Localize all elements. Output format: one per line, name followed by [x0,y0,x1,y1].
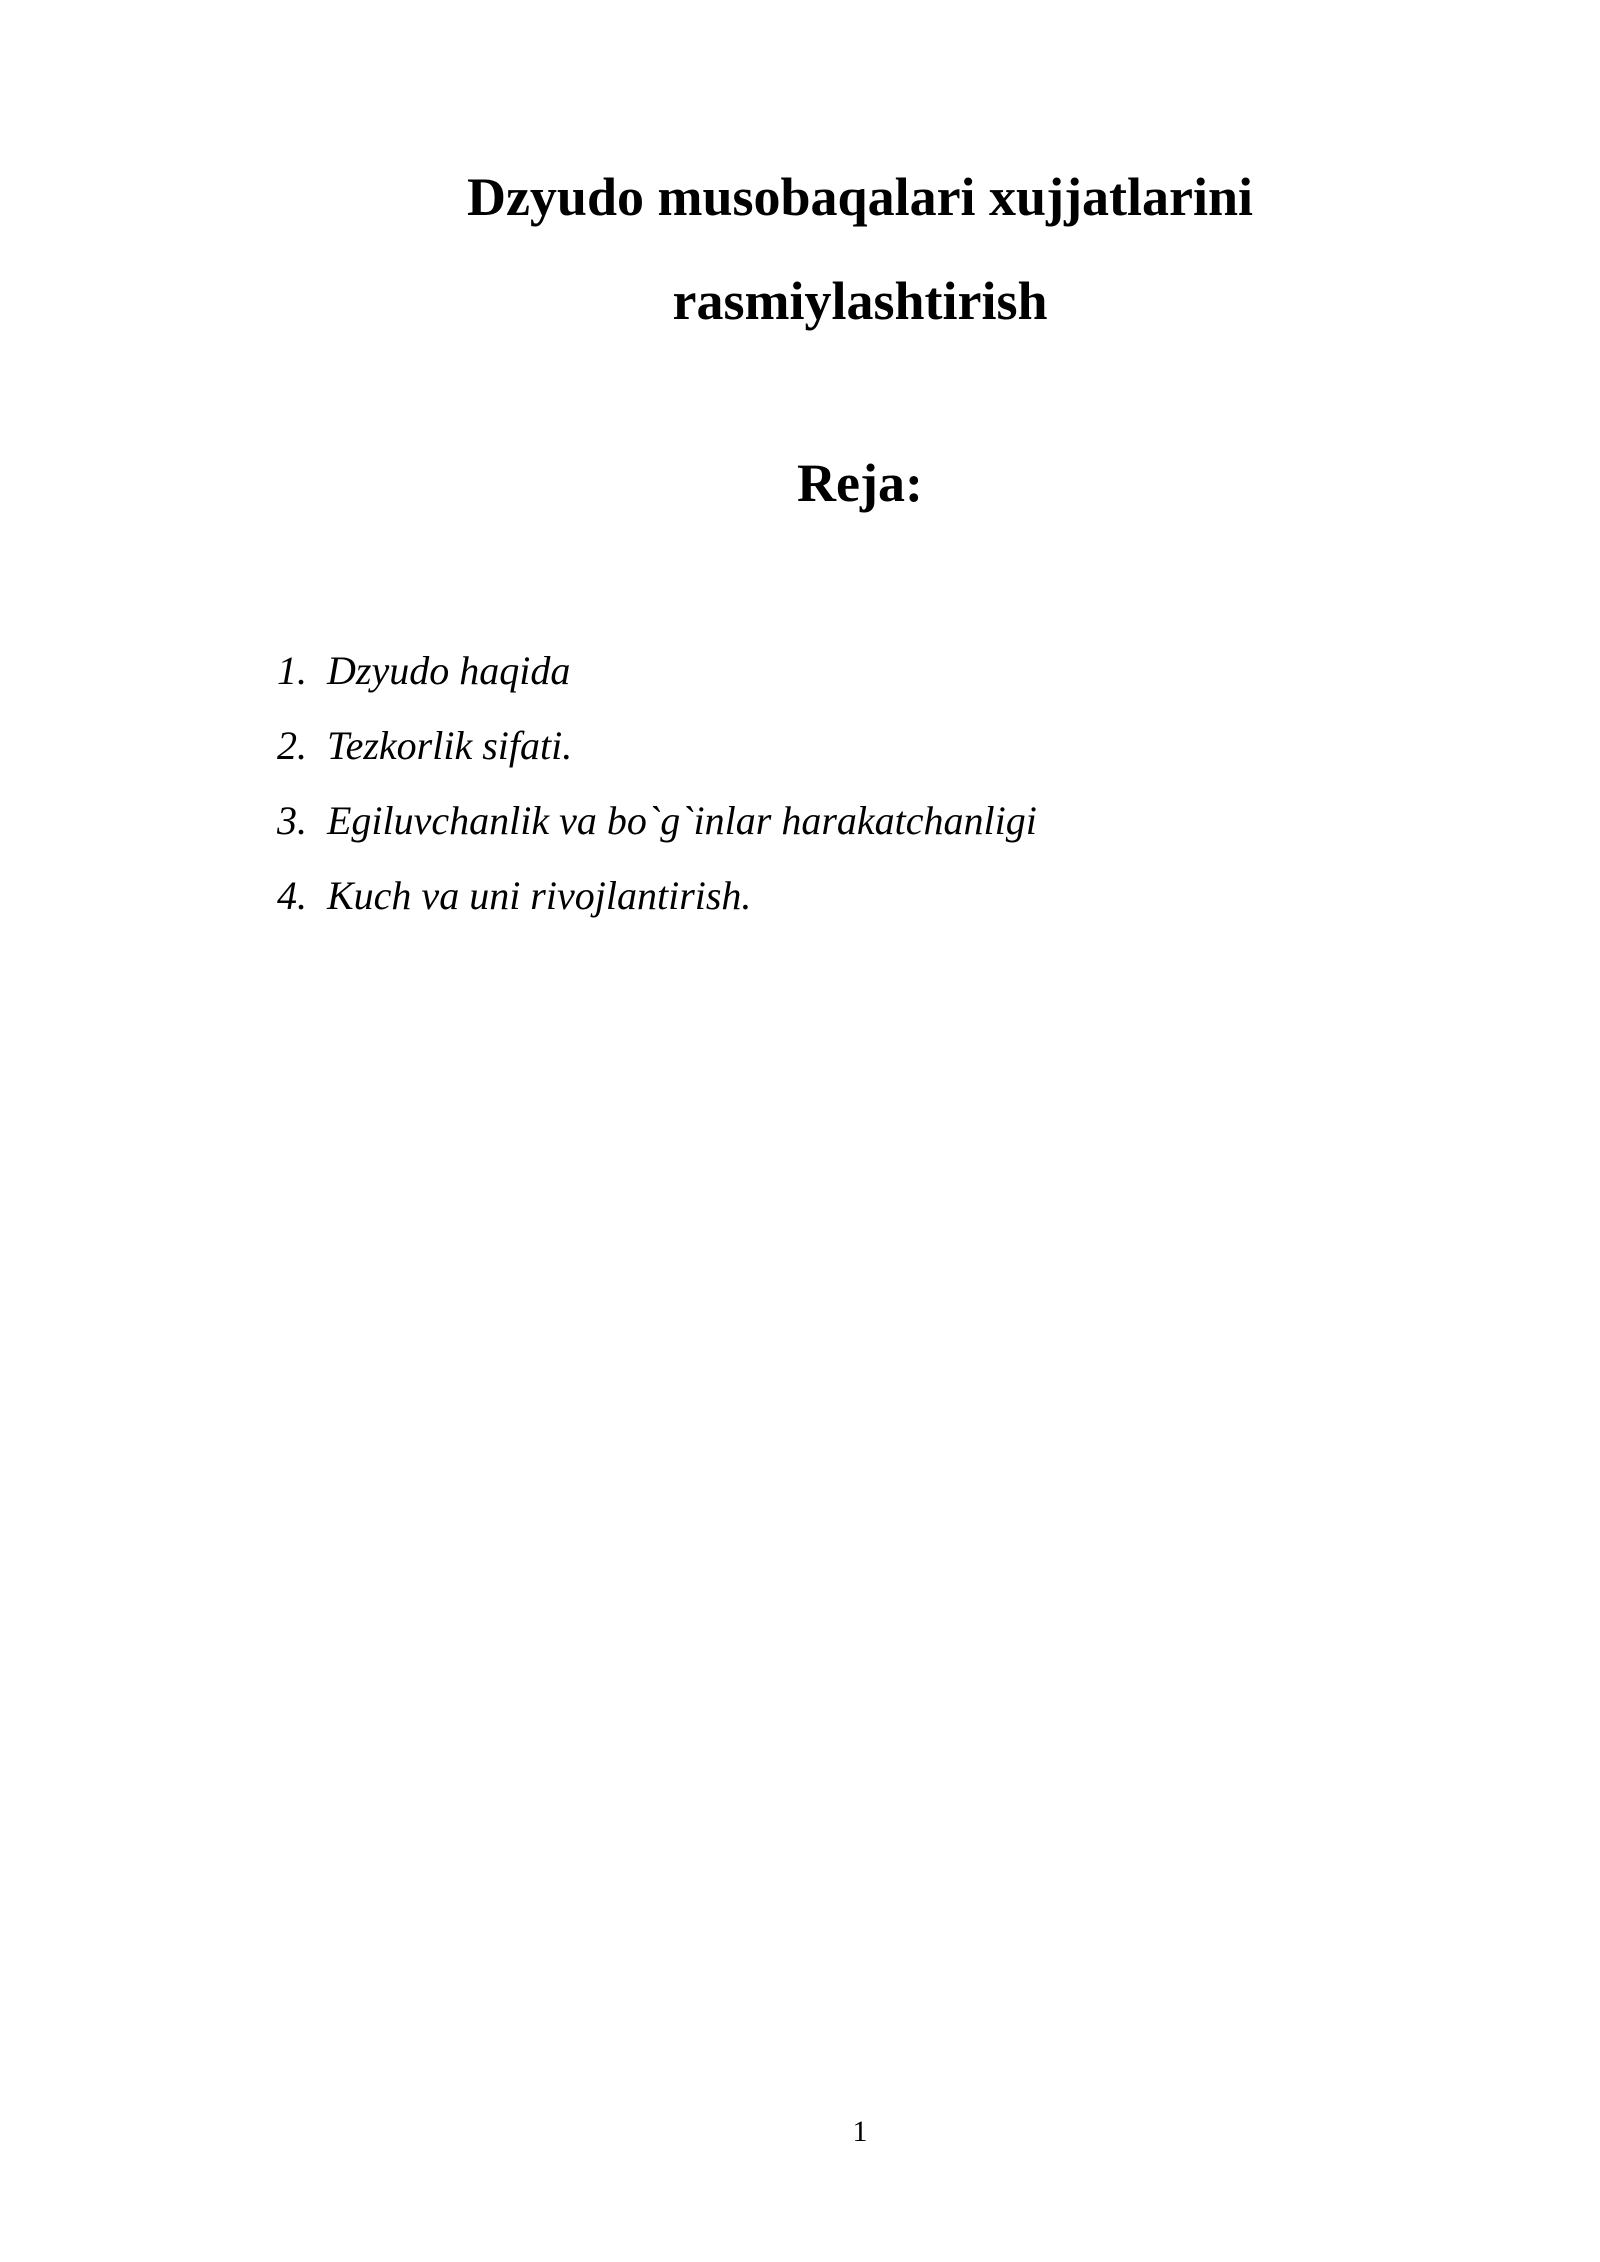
plan-item-text: Egiluvchanlik va bo`g`inlar harakatchanligi [327,798,1037,843]
plan-item [277,858,1037,933]
plan-item-number: 1. [277,648,307,693]
document-title [430,145,1290,353]
plan-item-text: Dzyudo haqida [327,648,571,693]
plan-item [277,633,1037,708]
page-number: 1 [852,2115,868,2148]
plan-item-text: Kuch va uni rivojlantirish. [327,873,752,918]
plan-item-number: 3. [277,798,307,843]
title-line-2: rasmiylashtirish [672,271,1048,331]
title-line-1: Dzyudo musobaqalari xujjatlarini [466,167,1254,227]
plan-item-number: 4. [277,873,307,918]
plan-item [277,783,1037,858]
plan-list [277,633,1037,933]
plan-item-text: Tezkorlik sifati. [327,723,573,768]
plan-item-number: 2. [277,723,307,768]
plan-item [277,708,1037,783]
plan-heading: Reja: [797,453,923,513]
